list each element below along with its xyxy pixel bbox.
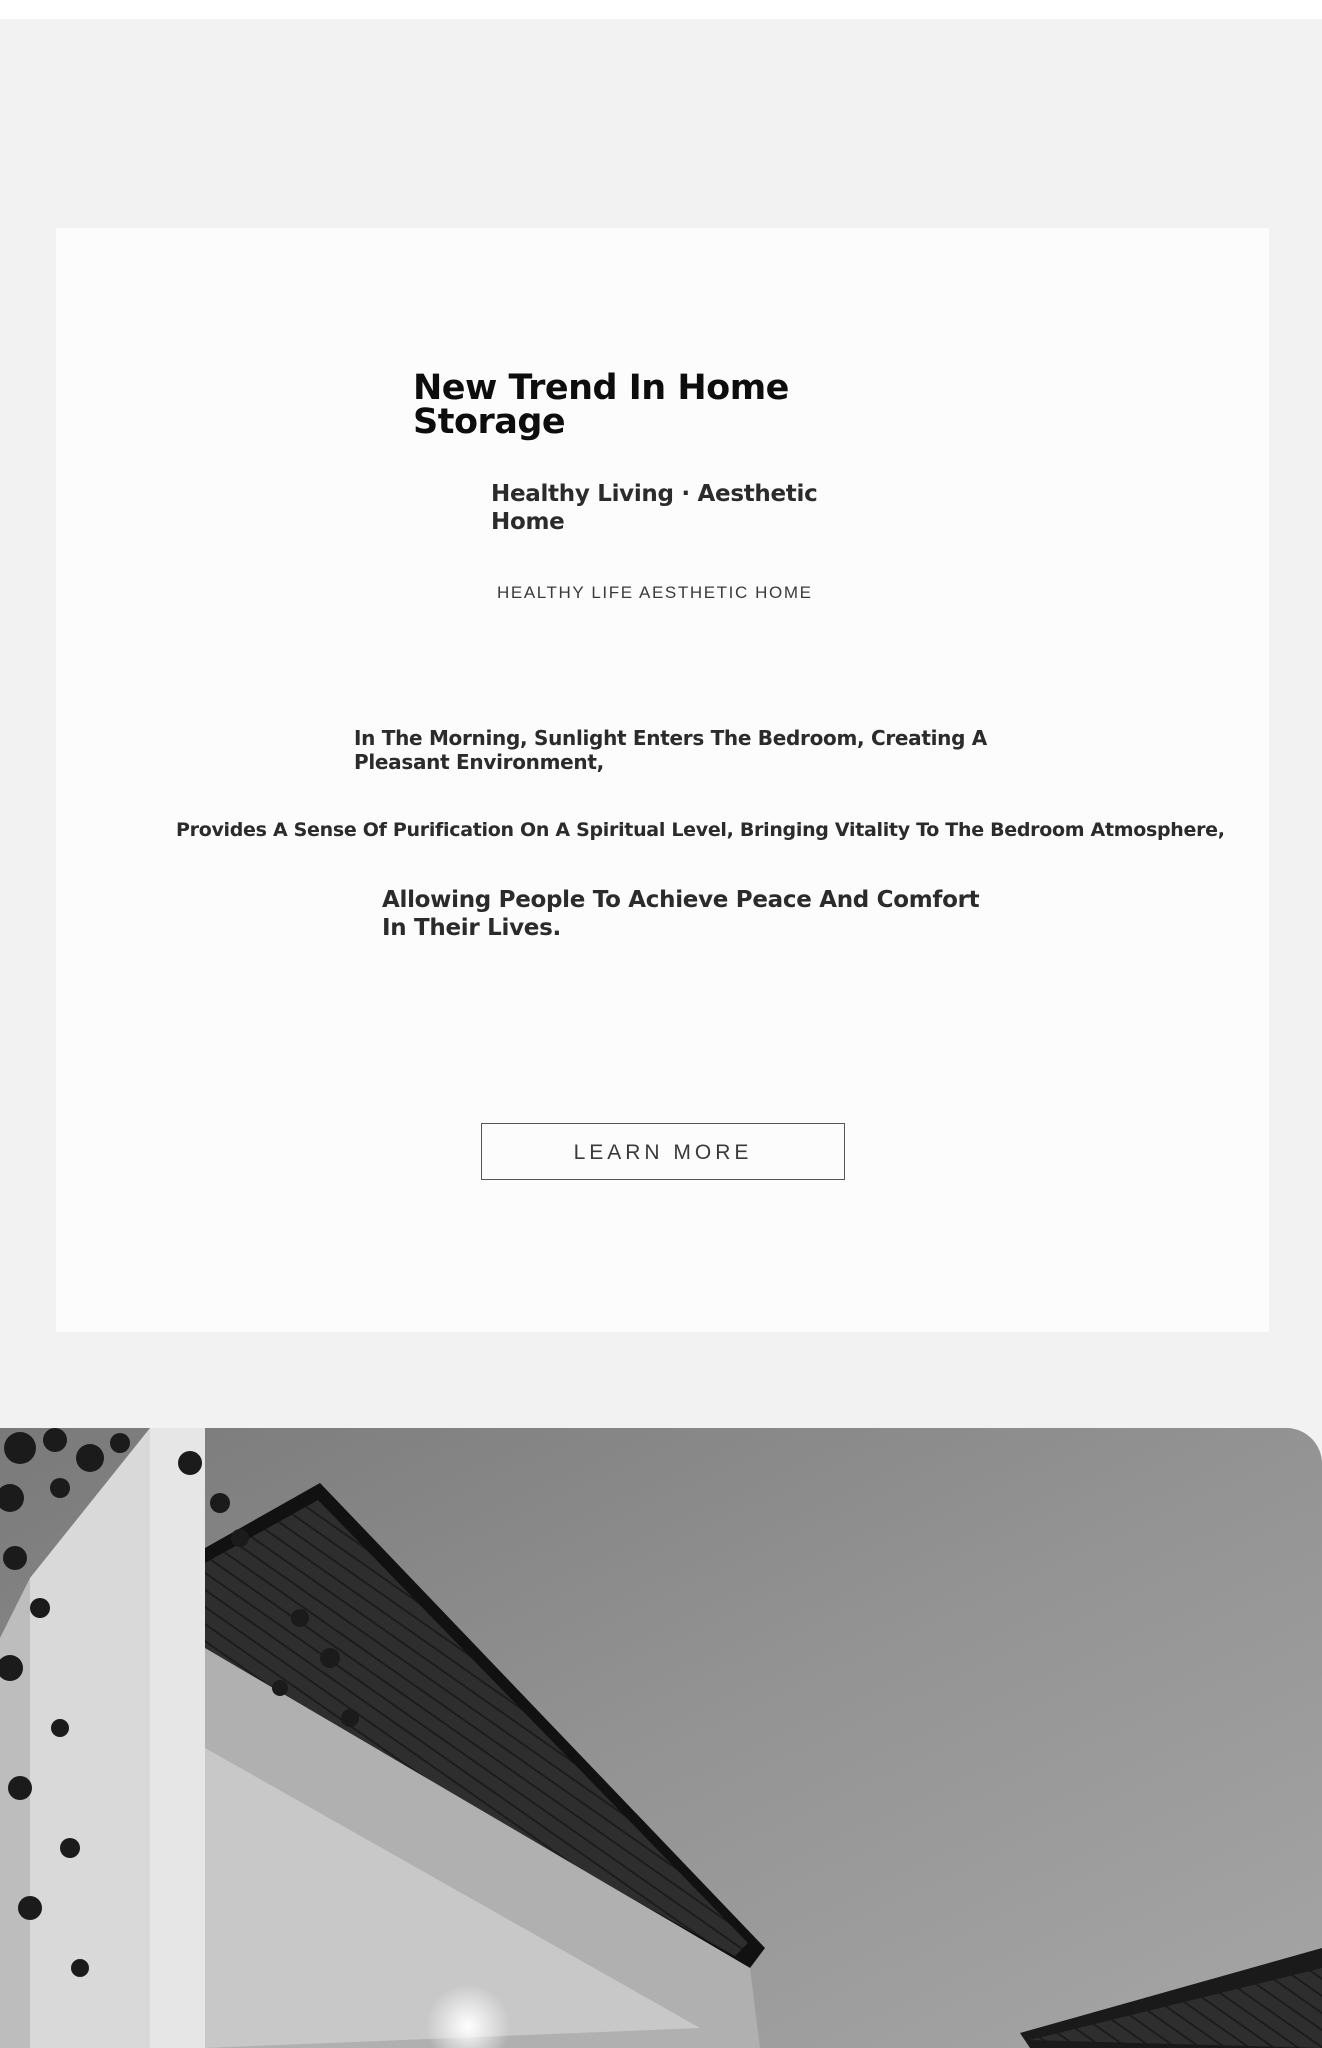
description-paragraph-1: In The Morning, Sunlight Enters The Bedroom, Creating A Pleasant Environment, [354,726,987,774]
learn-more-button[interactable]: LEARN MORE [481,1123,845,1180]
tagline: HEALTHY LIFE AESTHETIC HOME [497,583,813,602]
description-paragraph-2: Provides A Sense Of Purification On A Spiritual Level, Bringing Vitality To The Bedroom Atmosphere, [176,819,1225,841]
description-paragraph-3: Allowing People To Achieve Peace And Comfort In Their Lives. [382,887,980,941]
top-bar [0,0,1322,19]
page-subtitle: Healthy Living · Aesthetic Home [491,481,818,535]
hero-card [56,228,1269,1332]
building-photo [0,1428,1322,2048]
page-title: New Trend In Home Storage [413,368,789,442]
building-illustration [0,1428,1322,2048]
